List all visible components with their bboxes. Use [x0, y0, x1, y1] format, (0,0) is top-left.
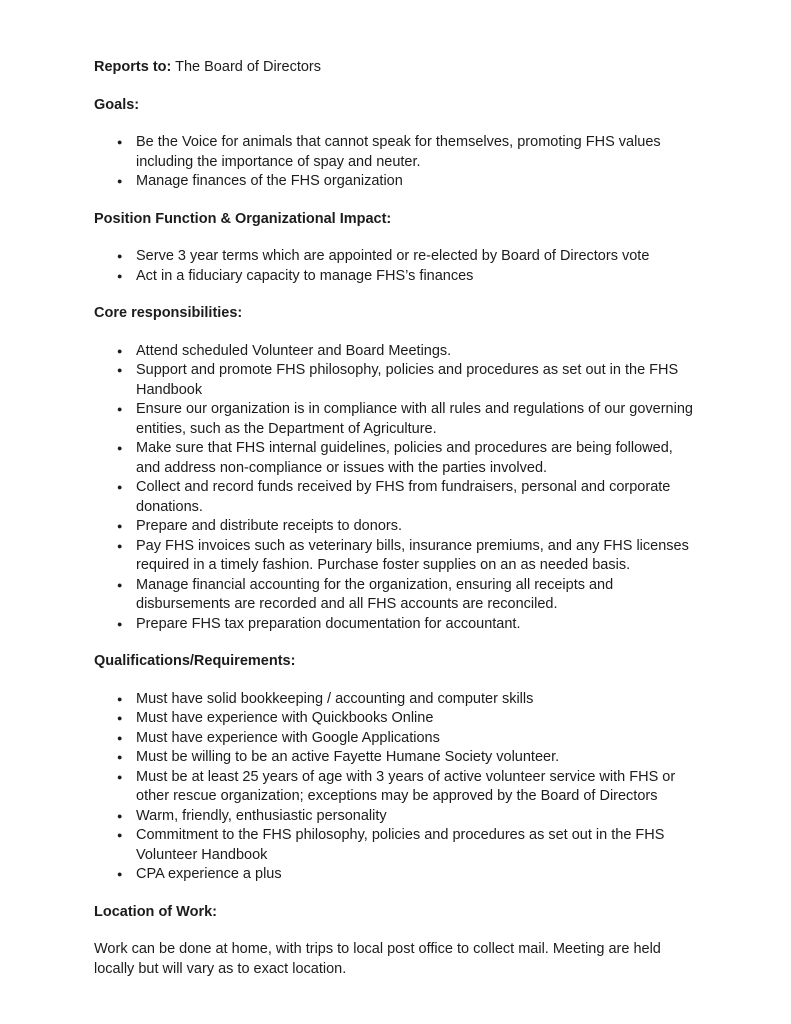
- reports-to-value: The Board of Directors: [175, 59, 321, 75]
- bullet-item: ● Act in a fiduciary capacity to manage FHS’s finances: [94, 267, 699, 287]
- bullet-item: ● Prepare and distribute receipts to donors.: [94, 517, 699, 537]
- bullet-item: ● Collect and record funds received by FHS from fundraisers, personal and corporate donations.: [94, 478, 699, 517]
- bullet-item: ● Pay FHS invoices such as veterinary bills, insurance premiums, and any FHS licenses required in a timely fashion. Purchase foster supplies on an as needed basis.: [94, 537, 699, 576]
- reports-to-label: Reports to:: [94, 59, 172, 75]
- qualifications-list: [94, 690, 699, 885]
- bullet-item: ● Serve 3 year terms which are appointed or re-elected by Board of Directors vote: [94, 247, 699, 267]
- bullet-item: ● Manage finances of the FHS organization: [94, 172, 699, 192]
- bullet-item: ● Must have solid bookkeeping / accounting and computer skills: [94, 690, 699, 710]
- bullet-item: ● Ensure our organization is in compliance with all rules and regulations of our governing entities, such as the Department of Agriculture.: [94, 400, 699, 439]
- bullet-item: ● Must be willing to be an active Fayette Humane Society volunteer.: [94, 748, 699, 768]
- location-of-work-paragraph: Work can be done at home, with trips to local post office to collect mail. Meeting are held locally but will vary as to exact location.: [94, 941, 661, 977]
- bullet-item: ● Manage financial accounting for the organization, ensuring all receipts and disbursements are recorded and all FHS accounts are reconciled.: [94, 576, 699, 615]
- goals-list: [94, 133, 699, 192]
- qualifications-heading: Qualifications/Requirements:: [94, 653, 296, 669]
- bullet-item: ● Warm, friendly, enthusiastic personality: [94, 807, 699, 827]
- bullet-item: ● Commitment to the FHS philosophy, policies and procedures as set out in the FHS Volunteer Handbook: [94, 826, 699, 865]
- goals-heading: Goals:: [94, 96, 140, 113]
- bullet-item: ● Be the Voice for animals that cannot speak for themselves, promoting FHS values including the importance of spay and neuter.: [94, 133, 699, 172]
- bullet-item: ● Must be at least 25 years of age with 3 years of active volunteer service with FHS or other rescue organization; exceptions may be approved by the Board of Directors: [94, 768, 699, 807]
- bullet-item: ● Attend scheduled Volunteer and Board Meetings.: [94, 342, 699, 362]
- bullet-item: ● Support and promote FHS philosophy, policies and procedures as set out in the FHS Handbook: [94, 361, 699, 400]
- bullet-item: ● CPA experience a plus: [94, 865, 699, 885]
- bullet-item: ● Prepare FHS tax preparation documentation for accountant.: [94, 615, 699, 635]
- bullet-item: ● Make sure that FHS internal guidelines, policies and procedures are being followed, and address non-compliance or issues with the parties involved.: [94, 439, 699, 478]
- bullet-item: ● Must have experience with Quickbooks Online: [94, 709, 699, 729]
- core-responsibilities-heading: Core responsibilities:: [94, 305, 243, 321]
- position-function-heading: Position Function & Organizational Impact:: [94, 210, 392, 227]
- core-responsibilities-list: [94, 342, 699, 635]
- bullet-item: ● Must have experience with Google Applications: [94, 729, 699, 749]
- reports-to-line: [94, 58, 699, 78]
- position-function-list: [94, 247, 699, 286]
- location-of-work-heading: Location of Work:: [94, 903, 217, 920]
